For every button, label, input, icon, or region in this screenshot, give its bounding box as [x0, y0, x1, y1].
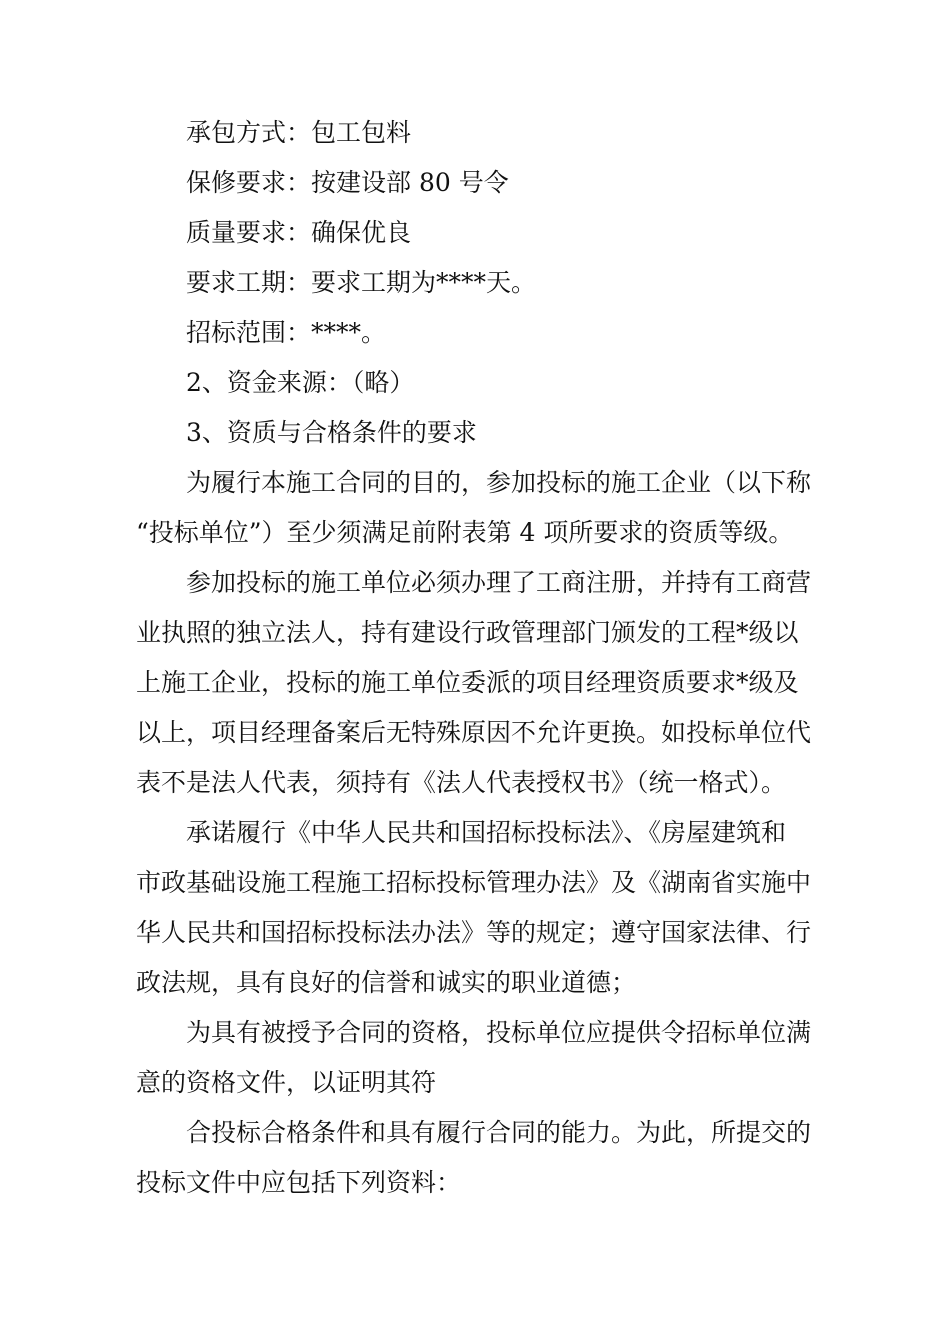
paragraph-line: 表不是法人代表，须持有《法人代表授权书》（统一格式）。 [136, 768, 787, 797]
paragraph-line: 以上，项目经理备案后无特殊原因不允许更换。如投标单位代 [136, 718, 812, 747]
paragraph-line: 承诺履行《中华人民共和国招标投标法》、《房屋建筑和 [186, 818, 787, 847]
paragraph-line: 政法规，具有良好的信誉和诚实的职业道德； [136, 968, 637, 997]
paragraph-line: 为具有被授予合同的资格，投标单位应提供令招标单位满 [186, 1018, 812, 1047]
text-line-warranty: 保修要求：按建设部 80 号令 [186, 168, 509, 197]
paragraph-line: 业执照的独立法人，持有建设行政管理部门颁发的工程*级以 [136, 618, 799, 647]
paragraph-line: 华人民共和国招标投标法办法》等的规定；遵守国家法律、行 [136, 918, 812, 947]
section-heading-qualification: 3、资质与合格条件的要求 [186, 418, 477, 447]
paragraph-line: 参加投标的施工单位必须办理了工商注册，并持有工商营 [186, 568, 812, 597]
paragraph-line: 市政基础设施工程施工招标投标管理办法》及《湖南省实施中 [136, 868, 812, 897]
text-line-duration: 要求工期：要求工期为****天。 [186, 268, 537, 297]
paragraph-line: 为履行本施工合同的目的，参加投标的施工企业（以下称 [186, 468, 812, 497]
text-line-contract-method: 承包方式：包工包料 [186, 118, 412, 147]
text-line-scope: 招标范围：****。 [186, 318, 387, 347]
section-heading-funding: 2、资金来源：（略） [186, 368, 415, 397]
paragraph-line: “投标单位”）至少须满足前附表第 4 项所要求的资质等级。 [136, 518, 794, 547]
paragraph-line: 上施工企业，投标的施工单位委派的项目经理资质要求*级及 [136, 668, 799, 697]
paragraph-line: 投标文件中应包括下列资料： [136, 1168, 462, 1197]
paragraph-line: 合投标合格条件和具有履行合同的能力。为此，所提交的 [186, 1118, 812, 1147]
paragraph-line: 意的资格文件，以证明其符 [136, 1068, 437, 1097]
text-line-quality: 质量要求：确保优良 [186, 218, 412, 247]
